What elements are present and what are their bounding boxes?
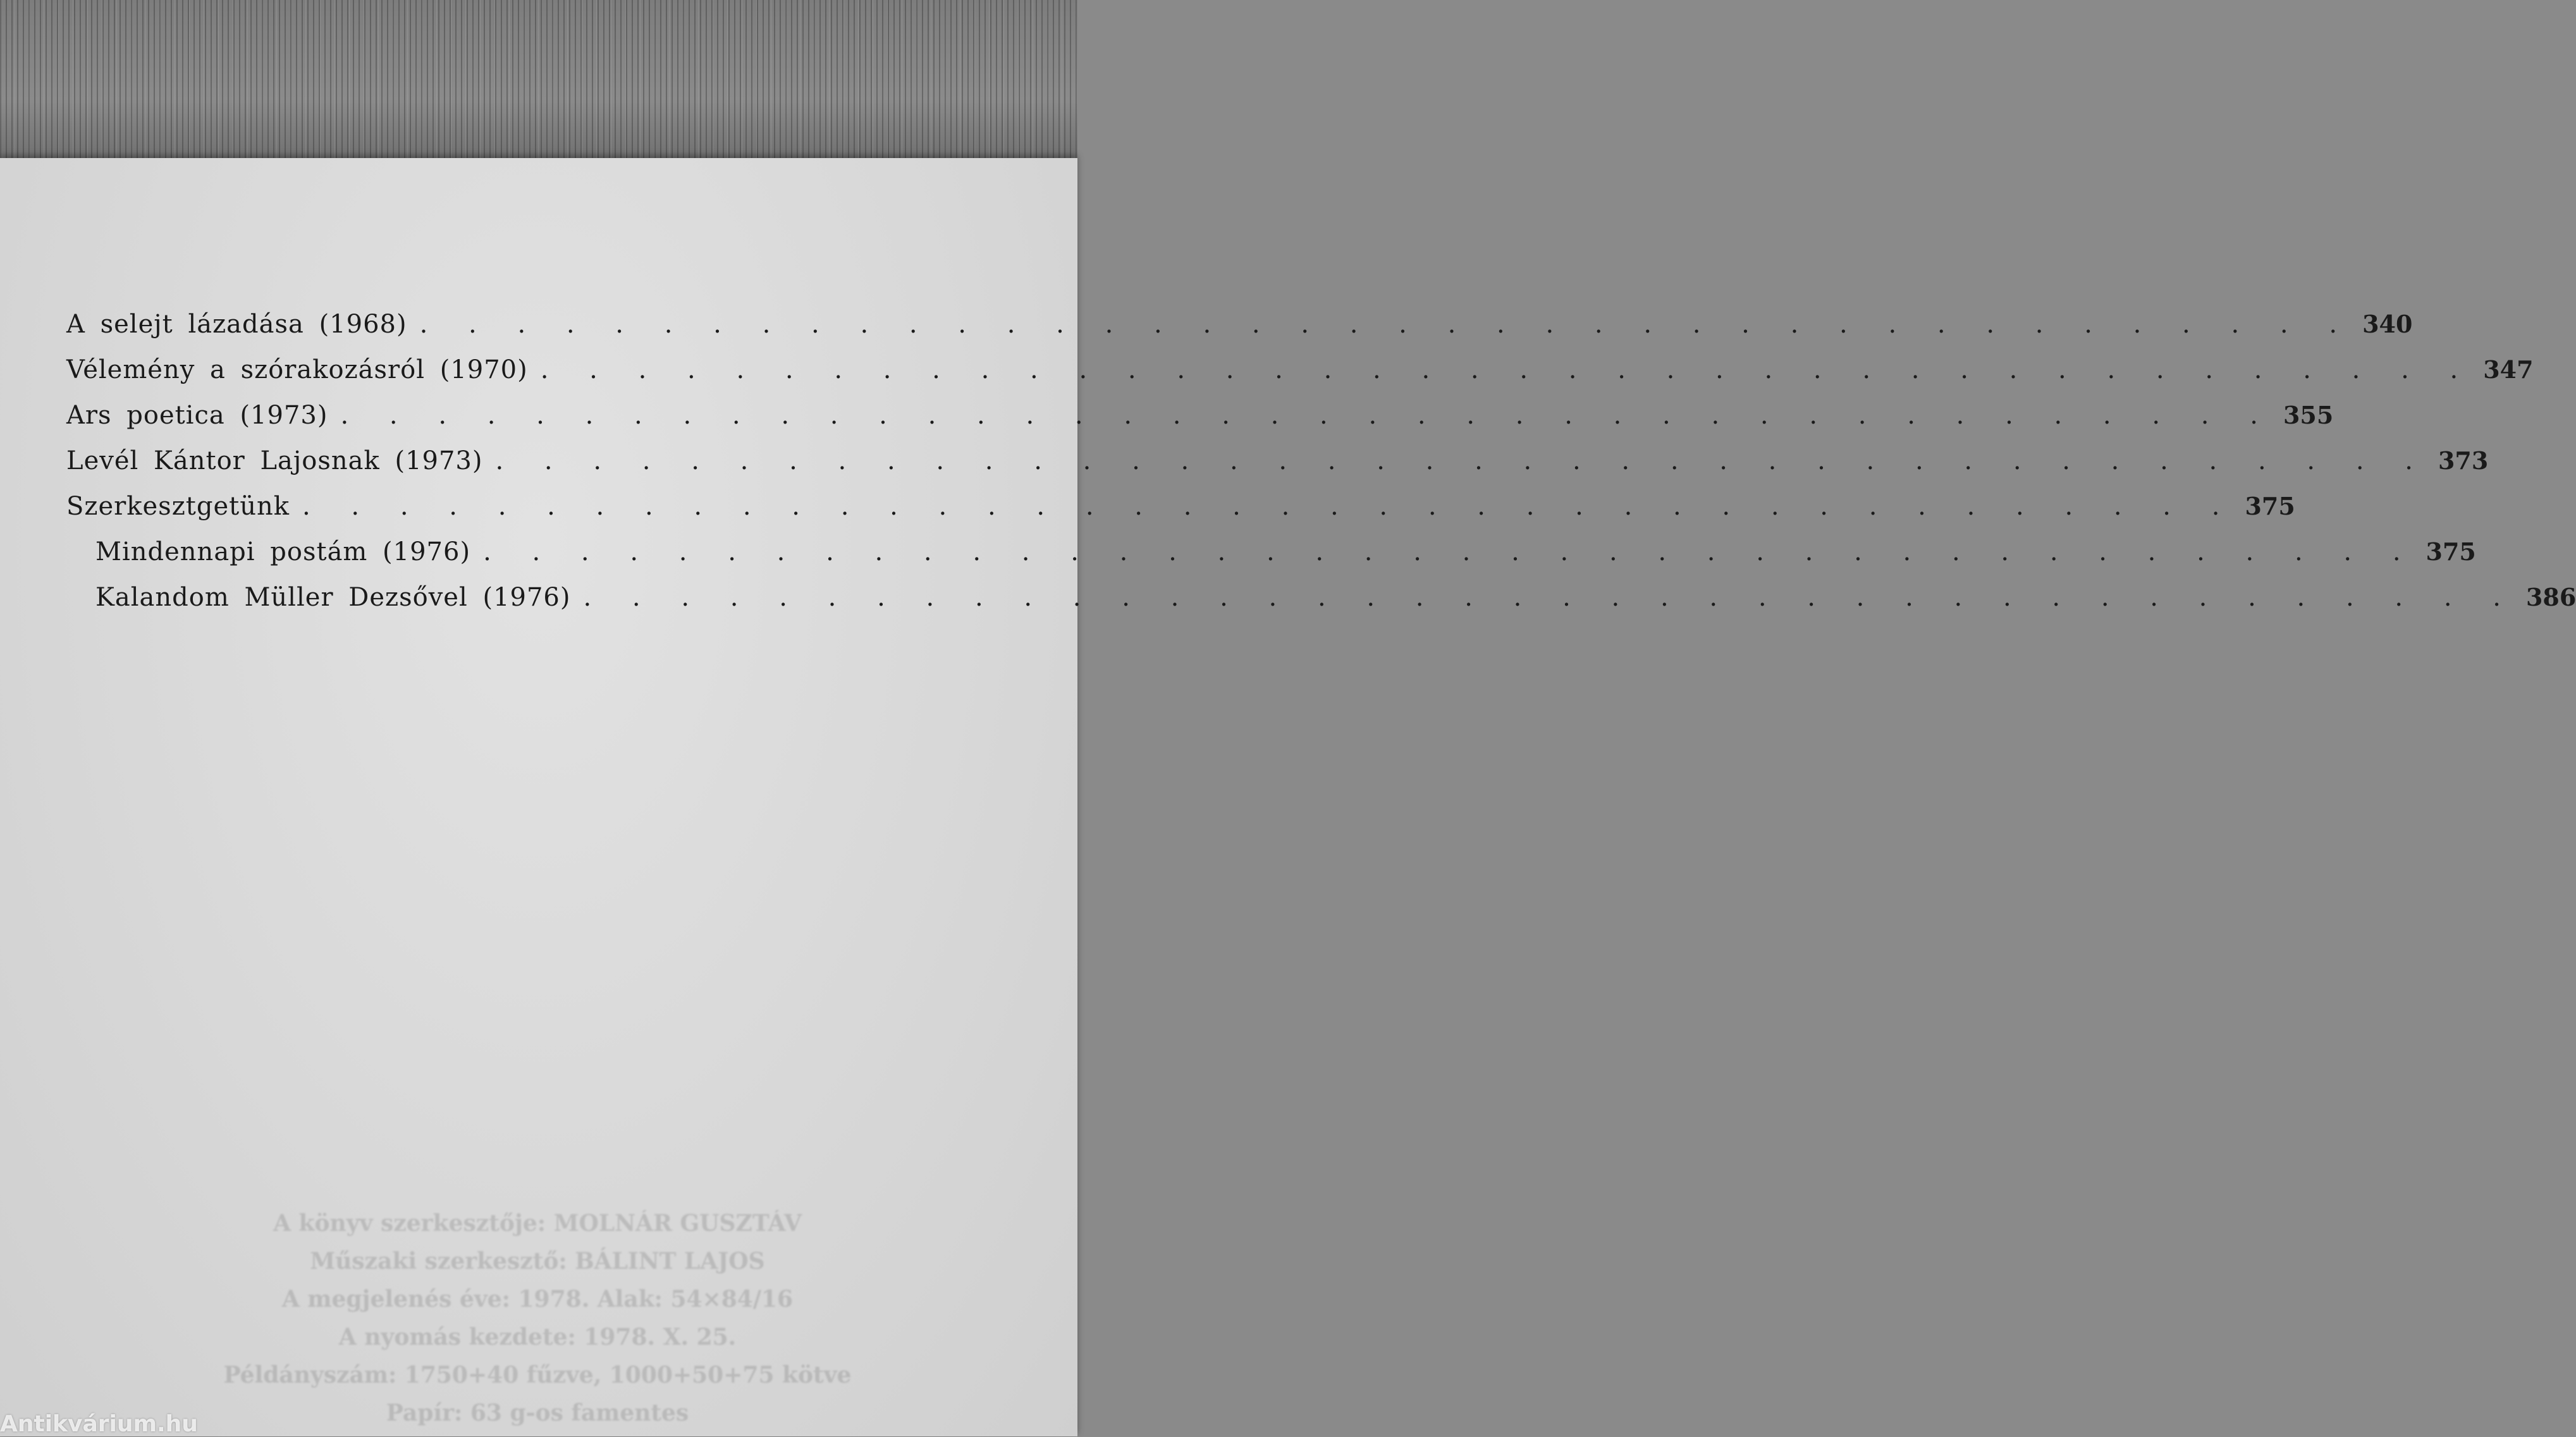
- toc-entry: [66, 355, 2534, 401]
- toc-entry-title: Ars poetica (1973): [66, 401, 328, 430]
- toc-page-number: 347: [2483, 355, 2534, 384]
- toc-page-number: 375: [2245, 492, 2295, 520]
- toc-entry: [66, 446, 2489, 492]
- wooden-backdrop: [0, 0, 1077, 166]
- toc-page-number: 355: [2283, 401, 2334, 429]
- toc-entry-title: Mindennapi postám (1976): [95, 537, 471, 566]
- toc-dot-leader: . . . . . . . . . . . . . . . . . . . . . . . . . . . . . . . . . . . . . . . .: [495, 446, 2429, 475]
- toc-entry: [66, 310, 2413, 355]
- toc-entry-title: A selejt lázadása (1968): [66, 310, 407, 339]
- toc-page-number: 375: [2426, 537, 2476, 566]
- toc-entry: [66, 492, 2295, 537]
- toc-entry: [66, 537, 2476, 583]
- colophon-line: Műszaki szerkesztő: BÁLINT LAJOS: [310, 1248, 765, 1275]
- toc-dot-leader: . . . . . . . . . . . . . . . . . . . . . . . . . . . . . . . . . . . . . . . .: [483, 537, 2417, 566]
- colophon-line: A megjelenés éve: 1978. Alak: 54×84/16: [281, 1286, 794, 1312]
- toc-entry-title: Szerkesztgetünk: [66, 492, 290, 521]
- toc-page-number: 340: [2362, 310, 2413, 338]
- show-through-colophon: [95, 1204, 980, 1432]
- toc-dot-leader: . . . . . . . . . . . . . . . . . . . . . . . . . . . . . . . . . . . . . . . .: [540, 355, 2475, 384]
- toc-dot-leader: . . . . . . . . . . . . . . . . . . . . . . . . . . . . . . . . . . . . . . . .: [419, 310, 2354, 339]
- toc-dot-leader: . . . . . . . . . . . . . . . . . . . . . . . . . . . . . . . . . . . . . . . .: [583, 583, 2517, 612]
- toc-dot-leader: . . . . . . . . . . . . . . . . . . . . . . . . . . . . . . . . . . . . . . . .: [340, 401, 2274, 430]
- colophon-line: Papír: 63 g-os famentes: [386, 1400, 689, 1426]
- colophon-line: A nyomás kezdete: 1978. X. 25.: [338, 1324, 737, 1350]
- toc-entry-title: Vélemény a szórakozásról (1970): [66, 355, 528, 384]
- colophon-line: A könyv szerkesztője: MOLNÁR GUSZTÁV: [273, 1210, 802, 1237]
- toc-page-number: 373: [2438, 446, 2489, 475]
- colophon-line: Példányszám: 1750+40 fűzve, 1000+50+75 kötve: [223, 1362, 852, 1388]
- toc-entry: [66, 401, 2334, 446]
- toc-entry: [66, 583, 2576, 628]
- toc-dot-leader: . . . . . . . . . . . . . . . . . . . . . . . . . . . . . . . . . . . . . . . .: [302, 492, 2236, 521]
- table-of-contents: [66, 310, 2576, 628]
- toc-entry-title: Kalandom Müller Dezsővel (1976): [95, 583, 571, 612]
- watermark: Antikvárium.hu: [0, 1411, 198, 1437]
- toc-entry-title: Levél Kántor Lajosnak (1973): [66, 446, 483, 475]
- toc-page-number: 386: [2525, 583, 2576, 611]
